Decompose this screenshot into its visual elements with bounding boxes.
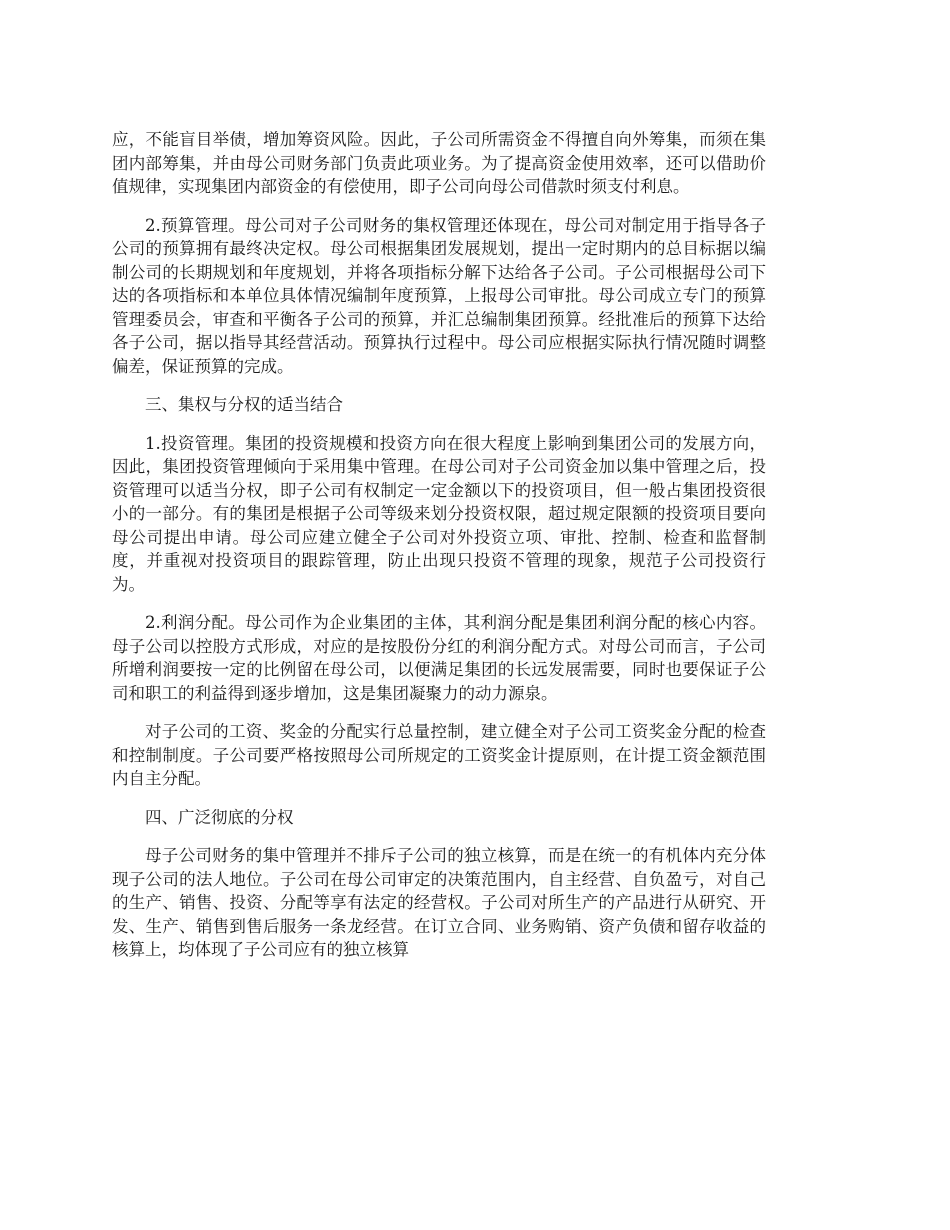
paragraph-profit-distribution: 2.利润分配。母公司作为企业集团的主体，其利润分配是集团利润分配的核心内容。母子公司以控股方式形成，对应的是按股份分红的利润分配方式。对母公司而言，子公司所增利润要按一定的比例留在母公司，以便满足集团的长远发展需要，同时也要保证子公司和职工的利益得到逐步增加，这是集团凝聚力的动力源泉。 [112,613,766,703]
paragraph-budget-management: 2.预算管理。母公司对子公司财务的集权管理还体现在，母公司对制定用于指导各子公司的预算拥有最终决定权。母公司根据集团发展规划，提出一定时期内的总目标据以编制公司的长期规划和年度规划，并将各项指标分解下达给各子公司。子公司根据母公司下达的各项指标和本单位具体情况编制年度预算，上报母公司审批。母公司成立专门的预算管理委员会，审查和平衡各子公司的预算，并汇总编制集团预算。经批准后的预算下达给各子公司，据以指导其经营活动。预算执行过程中。母公司应根据实际执行情况随时调整偏差，保证预算的完成。 [112,215,766,376]
paragraph-investment-management: 1.投资管理。集团的投资规模和投资方向在很大程度上影响到集团公司的发展方向，因此，集团投资管理倾向于采用集中管理。在母公司对子公司资金加以集中管理之后，投资管理可以适当分权，即子公司有权制定一定金额以下的投资项目，但一般占集团投资很小的一部分。有的集团是根据子公司等级来划分投资权限，超过规定限额的投资项目要向母公司提出申请。母公司应建立健全子公司对外投资立项、审批、控制、检查和监督制度，并重视对投资项目的跟踪管理，防止出现只投资不管理的现象，规范子公司投资行为。 [112,433,766,594]
section-heading-4: 四、广泛彻底的分权 [145,807,294,827]
document-body [112,128,766,977]
paragraph-wage-control: 对子公司的工资、奖金的分配实行总量控制，建立健全对子公司工资奖金分配的检查和控制制度。子公司要严格按照母公司所规定的工资奖金计提原则，在计提工资金额范围内自主分配。 [112,722,766,788]
section-heading-3: 三、集权与分权的适当结合 [145,395,343,414]
paragraph-decentralization: 母子公司财务的集中管理并不排斥子公司的独立核算，而是在统一的有机体内充分体现子公司的法人地位。子公司在母公司审定的决策范围内，自主经营、自负盈亏，对自己的生产、销售、投资、分配等享有法定的经营权。子公司对所生产的产品进行从研究、开发、生产、销售到售后服务一条龙经营。在订立合同、业务购销、资产负债和留存收益的核算上，均体现了子公司应有的独立核算 [112,846,766,959]
paragraph-fundraising: 应，不能盲目举债，增加筹资风险。因此，子公司所需资金不得擅自向外筹集，而须在集团内部筹集，并由母公司财务部门负责此项业务。为了提高资金使用效率，还可以借助价值规律，实现集团内部资金的有偿使用，即子公司向母公司借款时须支付利息。 [112,130,766,196]
